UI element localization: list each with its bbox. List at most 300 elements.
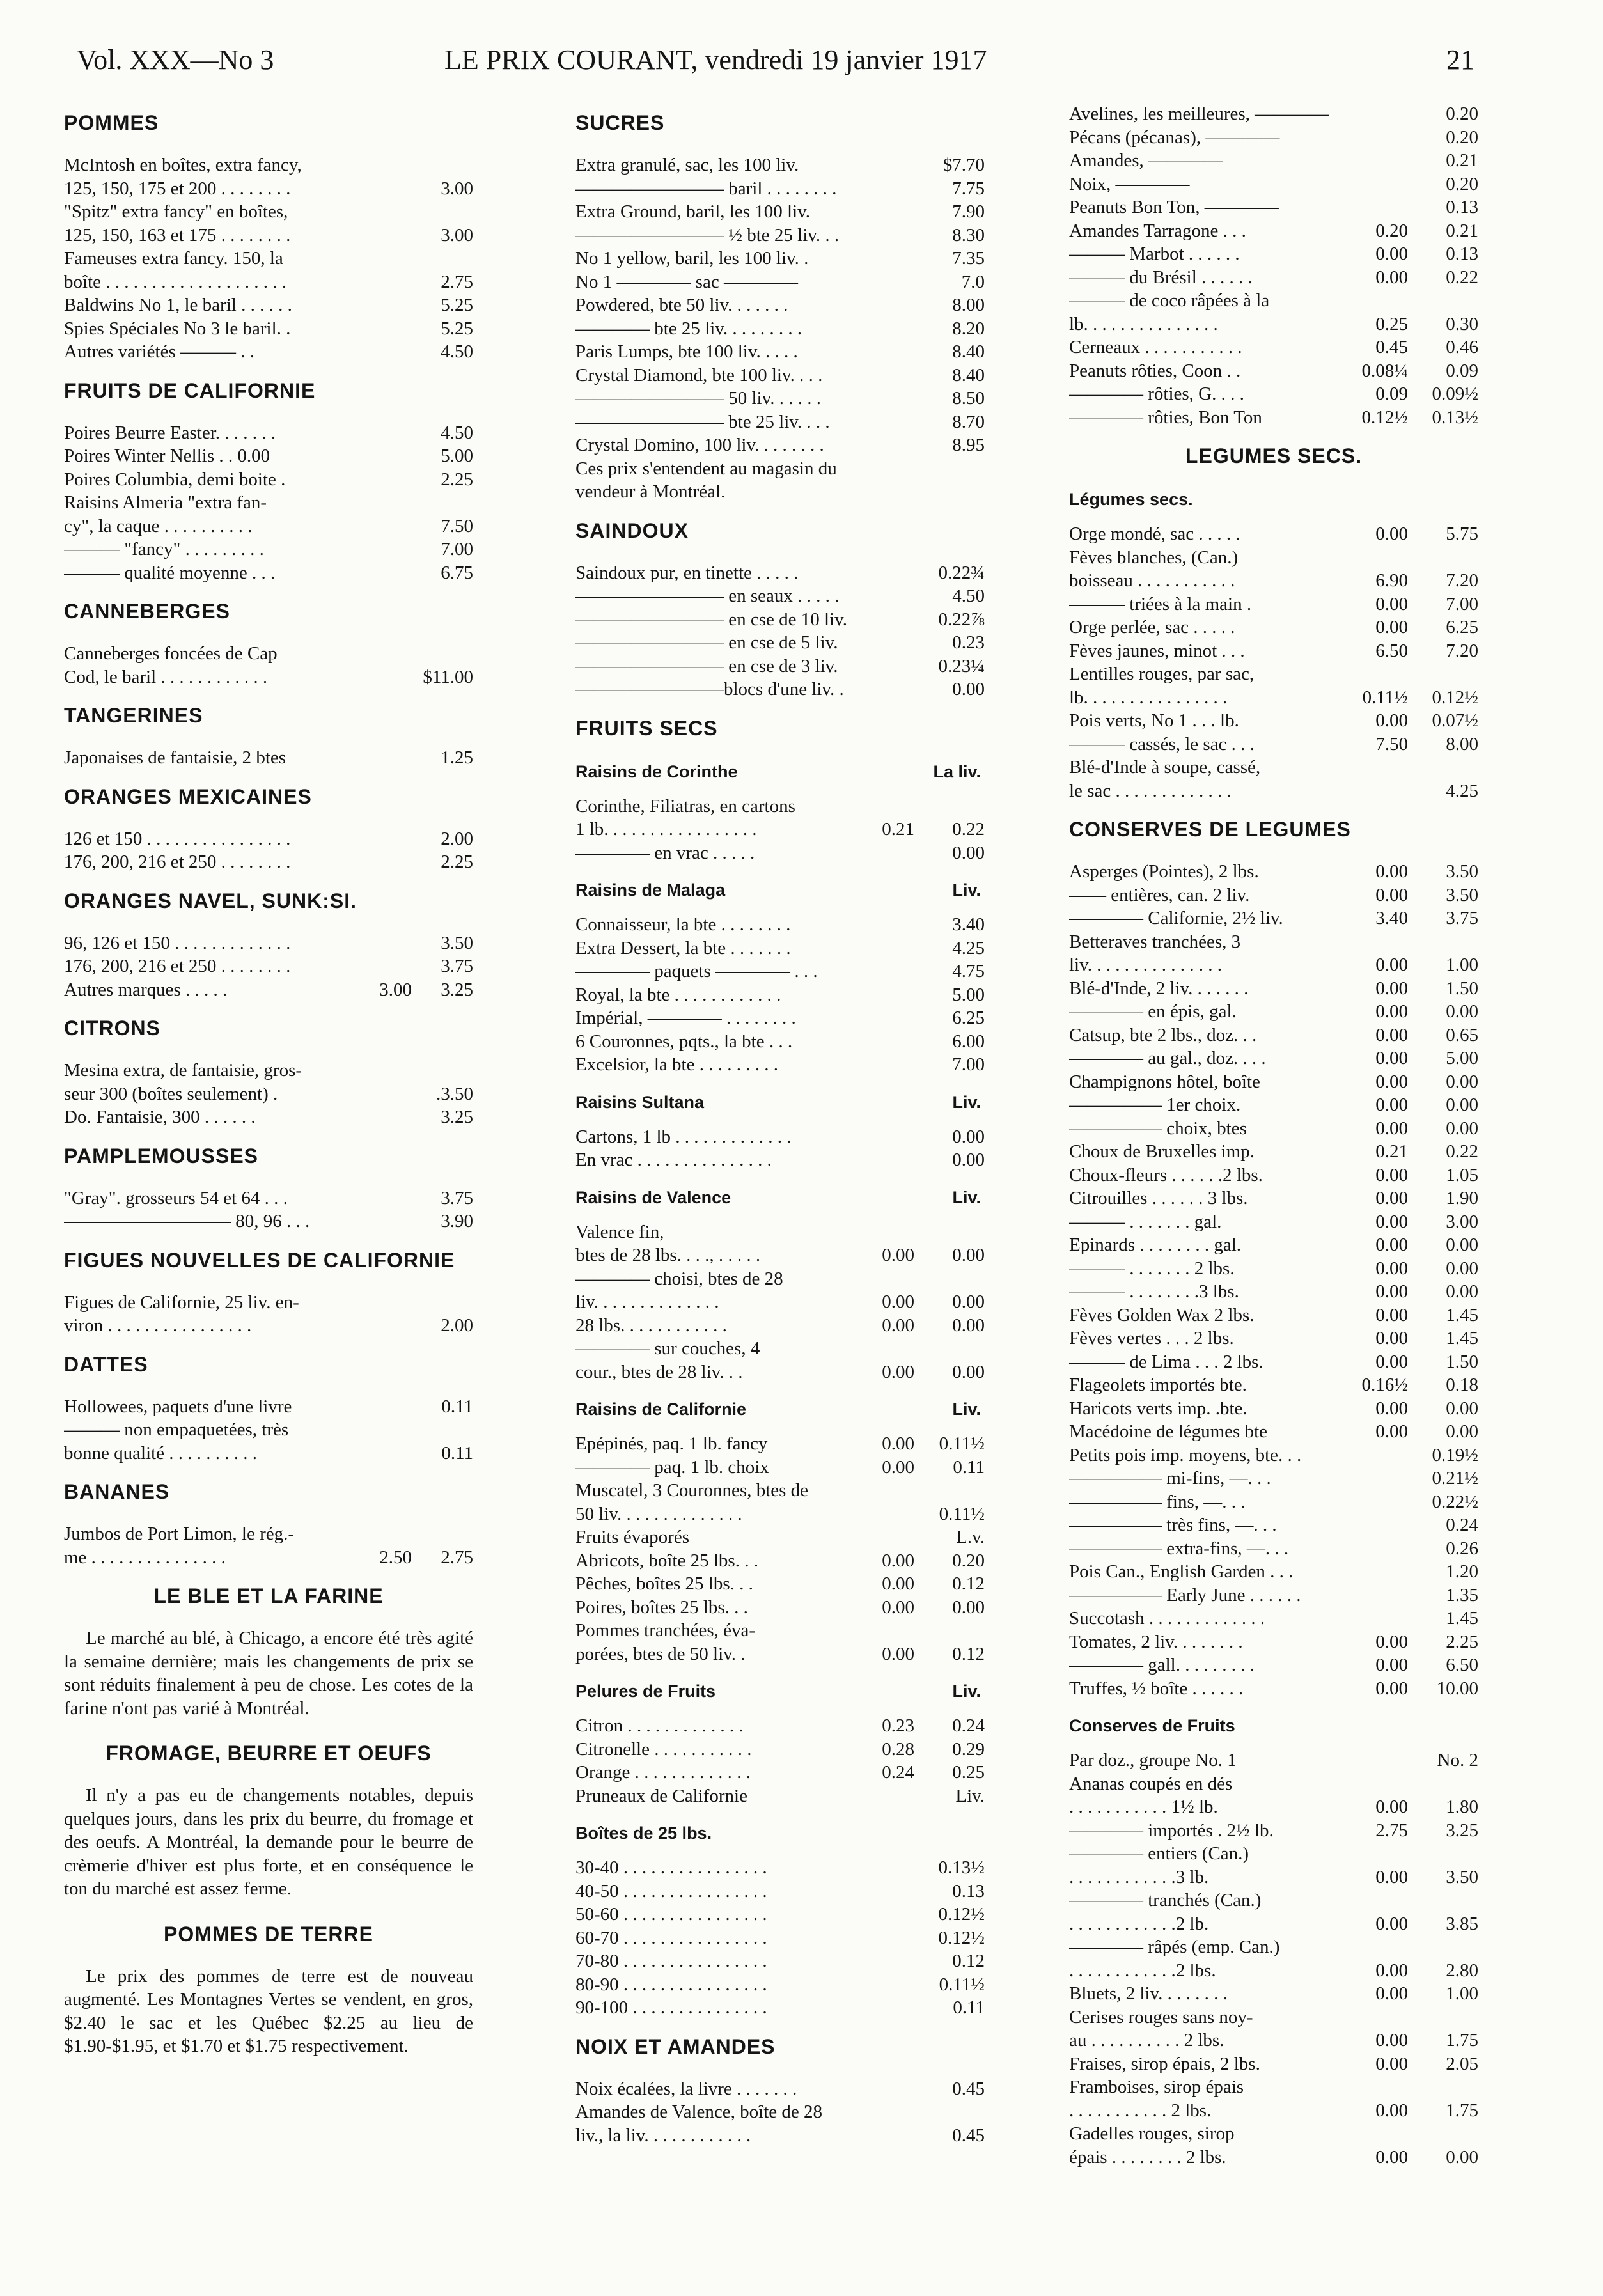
item-label: Saindoux pur, en tinette . . . . .: [575, 562, 799, 583]
item-label: seur 300 (boîtes seulement) .: [64, 1083, 278, 1104]
price-low: [1347, 779, 1408, 803]
price-low: 0.00: [1375, 2030, 1408, 2050]
price-high: 0.21: [1446, 150, 1478, 171]
price-list: [64, 932, 473, 1002]
price-list: [64, 1522, 473, 1569]
price-row: [575, 1432, 985, 1456]
item-label: Orge perlée, sac . . . . .: [1069, 617, 1235, 637]
price-row: [575, 1314, 985, 1338]
price-low: [353, 746, 412, 770]
item-label: Fèves vertes . . . 2 lbs.: [1069, 1328, 1234, 1348]
price-low: 0.25: [1375, 313, 1408, 334]
item-label: Citrouilles . . . . . . 3 lbs.: [1069, 1188, 1248, 1208]
price-low: [1347, 149, 1408, 173]
price-high: 7.00: [441, 539, 473, 559]
article-title: LE BLE ET LA FARINE: [153, 1584, 384, 1607]
price-high: 0.46: [1446, 337, 1478, 357]
item-label: Betteraves tranchées, 3: [1069, 931, 1241, 952]
price-low: 0.00: [1375, 1960, 1408, 1981]
price-low: [353, 515, 412, 538]
price-low: [1347, 756, 1408, 779]
price-high: 7.75: [952, 178, 985, 199]
price-low: [853, 1479, 914, 1503]
price-row: [64, 1418, 473, 1442]
price-low: 0.00: [1375, 1913, 1408, 1934]
price-row: [1069, 126, 1478, 150]
subsection-unit: La liv.: [933, 761, 981, 781]
price-row: [1069, 2099, 1478, 2123]
item-label: . . . . . . . . . . . 2 lbs.: [1069, 2100, 1212, 2121]
price-low: [853, 340, 914, 364]
price-low: 0.00: [1375, 710, 1408, 731]
price-high: 1.80: [1446, 1797, 1478, 1817]
item-label: . . . . . . . . . . . .3 lb.: [1069, 1866, 1209, 1887]
item-label: Do. Fantaisie, 300 . . . . . .: [64, 1107, 256, 1127]
price-low: [853, 960, 914, 983]
price-low: [353, 247, 412, 270]
price-high: 0.00: [952, 1292, 985, 1312]
newspaper-title: LE PRIX COURANT, vendredi 19 janvier 1917: [444, 44, 987, 75]
section-title: NOIX ET AMANDES: [575, 2034, 776, 2058]
item-label: Extra granulé, sac, les 100 liv.: [575, 155, 799, 175]
price-high: 0.00: [1446, 1421, 1478, 1442]
price-low: 0.00: [882, 1643, 914, 1664]
price-row: [1069, 1257, 1478, 1281]
price-row: [1069, 1444, 1478, 1467]
price-row: [1069, 2146, 1478, 2169]
item-label: btes de 28 lbs. . . ., . . . . .: [575, 1245, 761, 1265]
item-label: 50-60 . . . . . . . . . . . . . . . .: [575, 1904, 767, 1925]
item-label: ———— importés . 2½ lb.: [1069, 1820, 1274, 1841]
price-high: 5.25: [441, 295, 473, 315]
price-low: [1347, 546, 1408, 570]
item-label: Poires Columbia, demi boite .: [64, 469, 286, 490]
price-high: 6.25: [952, 1008, 985, 1028]
price-row: [575, 2077, 985, 2101]
price-row: [575, 1361, 985, 1384]
price-high: [914, 795, 985, 818]
price-low: [853, 1221, 914, 1244]
price-row: [64, 1314, 473, 1338]
article-title: FROMAGE, BEURRE ET OEUFS: [106, 1742, 432, 1765]
price-list: [64, 153, 473, 364]
item-label: Figues de Californie, 25 liv. en-: [64, 1292, 299, 1313]
price-row: [1069, 1537, 1478, 1561]
price-row: [575, 1996, 985, 2020]
item-label: au . . . . . . . . . . 2 lbs.: [1069, 2030, 1224, 2050]
subsection-unit: [981, 1820, 985, 1846]
price-high: 0.00: [952, 1597, 985, 1618]
price-high: 2.25: [441, 852, 473, 872]
price-low: 0.21: [882, 819, 914, 840]
price-row: [575, 433, 985, 457]
price-low: 0.00: [1375, 1024, 1408, 1045]
price-high: 0.11: [441, 1396, 473, 1417]
price-row: [575, 1856, 985, 1880]
item-label: Gadelles rouges, sirop: [1069, 2123, 1235, 2144]
price-low: [353, 293, 412, 317]
price-row: [1069, 1373, 1478, 1397]
price-low: [853, 457, 914, 481]
price-high: 0.12: [952, 1643, 985, 1664]
price-row: [1069, 1280, 1478, 1304]
price-low: [1347, 1772, 1408, 1796]
price-row: [64, 491, 473, 515]
price-row: [1069, 336, 1478, 359]
price-high: 0.11½: [939, 1433, 985, 1454]
price-low: [853, 1784, 914, 1808]
price-row: [575, 818, 985, 841]
price-row: [575, 1880, 985, 1903]
price-row: [575, 608, 985, 632]
price-row: [1069, 1866, 1478, 1889]
subsection-title: [575, 1396, 985, 1422]
page-number: 21: [1446, 44, 1474, 75]
price-row: [1069, 779, 1478, 803]
price-high: 8.95: [952, 435, 985, 455]
price-low: [1347, 1537, 1408, 1561]
price-high: 0.65: [1446, 1024, 1478, 1045]
subsection-unit: Liv.: [952, 880, 981, 900]
item-label: ————— choix, btes: [1069, 1118, 1247, 1139]
price-low: [853, 270, 914, 294]
price-high: 1.50: [1446, 978, 1478, 999]
price-row: [575, 841, 985, 865]
price-row: [1069, 1000, 1478, 1024]
price-low: [353, 153, 412, 177]
price-high: [1408, 2122, 1478, 2146]
price-high: 0.22½: [1432, 1491, 1478, 1512]
price-high: 1.75: [1446, 2100, 1478, 2121]
price-row: [64, 200, 473, 224]
price-low: 7.50: [1375, 733, 1408, 754]
price-row: [575, 480, 985, 504]
price-row: [1069, 1070, 1478, 1094]
price-row: [1069, 1560, 1478, 1584]
item-label: ——— de Lima . . . 2 lbs.: [1069, 1351, 1263, 1372]
price-row: [1069, 709, 1478, 733]
price-high: L.v.: [956, 1527, 985, 1547]
item-label: ——— de coco râpées à la: [1069, 290, 1270, 311]
item-label: Canneberges foncées de Cap: [64, 643, 278, 664]
price-row: [575, 1714, 985, 1738]
item-label: Ananas coupés en dés: [1069, 1773, 1233, 1794]
price-row: [575, 1619, 985, 1643]
price-low: [353, 642, 412, 666]
price-row: [1069, 173, 1478, 196]
price-high: 0.00: [1446, 1001, 1478, 1022]
item-label: ————————blocs d'une liv. .: [575, 679, 844, 699]
item-label: bonne qualité . . . . . . . . . .: [64, 1442, 258, 1464]
price-low: 0.00: [1375, 1048, 1408, 1068]
price-row: [1069, 313, 1478, 336]
price-high: 0.22⅞: [938, 609, 985, 630]
price-high: 0.00: [1446, 1095, 1478, 1115]
price-high: 7.90: [952, 201, 985, 222]
article-text: Le marché au blé, à Chicago, a encore été très agité la semaine dernière; mais les changements de prix se sont réduits finalement à peu de chose. Les cotes de la farine n'ont pas varié à Montréal.: [64, 1628, 473, 1719]
price-row: [575, 1949, 985, 1973]
item-label: 70-80 . . . . . . . . . . . . . . . .: [575, 1951, 767, 1971]
item-label: Extra Dessert, la bte . . . . . . .: [575, 937, 791, 958]
item-label: ———————— 50 liv. . . . . .: [575, 388, 821, 409]
price-high: 0.07½: [1432, 710, 1478, 731]
price-high: [1408, 289, 1478, 313]
price-low: 0.00: [1375, 1983, 1408, 2004]
price-high: 0.00: [1446, 1258, 1478, 1279]
price-high: 3.00: [441, 178, 473, 199]
price-row: [575, 1053, 985, 1077]
price-high: 7.00: [1446, 593, 1478, 614]
item-label: Bluets, 2 liv. . . . . . . .: [1069, 1983, 1228, 2004]
item-label: Blé-d'Inde, 2 liv. . . . . . .: [1069, 978, 1249, 999]
price-high: 7.20: [1446, 570, 1478, 591]
section-title: TANGERINES: [64, 704, 203, 727]
price-low: [1347, 126, 1408, 150]
subsection-unit: Liv.: [952, 1187, 981, 1207]
price-list: [64, 1291, 473, 1338]
item-label: Fraises, sirop épais, 2 lbs.: [1069, 2053, 1260, 2074]
price-row: [1069, 1607, 1478, 1630]
price-high: 1.00: [1446, 1983, 1478, 2004]
price-row: [1069, 593, 1478, 616]
price-high: 3.50: [441, 932, 473, 953]
item-label: ———— au gal., doz. . . .: [1069, 1048, 1266, 1068]
price-low: [853, 200, 914, 224]
price-high: 0.13: [1446, 244, 1478, 264]
item-label: Poires Winter Nellis . . 0.00: [64, 446, 270, 466]
price-low: 0.28: [882, 1738, 914, 1760]
price-low: 0.21: [1375, 1141, 1408, 1162]
item-label: 30-40 . . . . . . . . . . . . . . . .: [575, 1857, 767, 1878]
price-high: [412, 491, 473, 515]
item-label: Abricots, boîte 25 lbs. . .: [575, 1550, 758, 1571]
price-low: 0.00: [1375, 1235, 1408, 1255]
price-high: 0.29: [952, 1738, 985, 1760]
price-row: [64, 317, 473, 341]
price-high: 3.50: [1446, 861, 1478, 882]
section-title: SAINDOUX: [575, 519, 689, 542]
price-high: 1.45: [1446, 1304, 1478, 1325]
price-high: 0.23: [952, 632, 985, 653]
price-low: 0.08¼: [1361, 360, 1408, 381]
price-high: 0.00: [1446, 1071, 1478, 1092]
item-label: ———— bte 25 liv. . . . . . . . .: [575, 318, 802, 339]
price-low: 0.00: [1375, 1071, 1408, 1092]
item-label: 50 liv. . . . . . . . . . . . . .: [575, 1503, 742, 1524]
price-high: [1408, 930, 1478, 954]
price-row: [1069, 1584, 1478, 1607]
price-low: [853, 480, 914, 504]
item-label: Impérial, ———— . . . . . . . .: [575, 1008, 796, 1028]
price-list: [64, 642, 473, 689]
price-high: [1408, 1772, 1478, 1796]
price-low: [1347, 2122, 1408, 2146]
price-high: 0.12½: [938, 1927, 985, 1948]
item-label: No 1 yellow, baril, les 100 liv. .: [575, 248, 809, 269]
price-row: [575, 293, 985, 317]
price-low: [853, 2077, 914, 2101]
price-high: 6.00: [952, 1031, 985, 1052]
price-high: 3.40: [952, 914, 985, 935]
subsection-unit: Liv.: [952, 1092, 981, 1112]
price-row: [575, 1148, 985, 1172]
item-label: ———— en épis, gal.: [1069, 1001, 1237, 1022]
price-row: [575, 224, 985, 247]
price-row: [1069, 1959, 1478, 1983]
price-low: 0.00: [1375, 1211, 1408, 1232]
price-row: [575, 1526, 985, 1549]
price-low: [353, 468, 412, 492]
subsection-unit: [1474, 1713, 1478, 1738]
price-list: [64, 1187, 473, 1233]
price-list: [64, 1395, 473, 1465]
item-label: 90-100 . . . . . . . . . . . . . . .: [575, 1997, 767, 2018]
price-high: 0.21½: [1432, 1468, 1478, 1488]
item-label: Hollowees, paquets d'une livre: [64, 1396, 292, 1417]
price-row: [575, 1784, 985, 1808]
item-label: Amandes Tarragone . . .: [1069, 220, 1246, 241]
price-row: [575, 655, 985, 678]
price-low: [353, 421, 412, 445]
price-row: [575, 2124, 985, 2148]
price-low: [853, 387, 914, 410]
item-label: Fameuses extra fancy. 150, la: [64, 248, 283, 269]
item-label: Epinards . . . . . . . . gal.: [1069, 1235, 1242, 1255]
item-label: ———————— en cse de 5 liv.: [575, 632, 838, 653]
price-row: [1069, 1630, 1478, 1654]
subsection-label: Boîtes de 25 lbs.: [575, 1824, 712, 1843]
item-label: Lentilles rouges, par sac,: [1069, 664, 1255, 684]
price-row: [1069, 1467, 1478, 1490]
price-row: [1069, 1912, 1478, 1936]
item-label: Succotash . . . . . . . . . . . . .: [1069, 1608, 1265, 1628]
item-label: Royal, la bte . . . . . . . . . . . .: [575, 984, 781, 1005]
item-label: Amandes de Valence, boîte de 28: [575, 2102, 823, 2122]
item-label: liv., la liv. . . . . . . . . . . .: [575, 2125, 751, 2146]
item-label: Muscatel, 3 Couronnes, btes de: [575, 1480, 809, 1501]
price-high: 3.50: [1446, 884, 1478, 905]
item-label: 176, 200, 216 et 250 . . . . . . . .: [64, 956, 291, 976]
item-label: ———— entiers (Can.): [1069, 1843, 1249, 1864]
section-title: LEGUMES SECS.: [1185, 444, 1363, 467]
price-low: 0.00: [1375, 1421, 1408, 1442]
price-row: [575, 1926, 985, 1950]
price-high: 3.25: [441, 979, 473, 1000]
price-list: [575, 2077, 985, 2148]
price-low: 0.00: [1375, 1118, 1408, 1139]
price-high: $11.00: [423, 666, 473, 687]
price-row: [1069, 406, 1478, 430]
price-high: 10.00: [1436, 1678, 1478, 1699]
price-high: 8.40: [952, 341, 985, 362]
price-high: 8.50: [952, 388, 985, 409]
price-row: [575, 317, 985, 341]
item-label: le sac . . . . . . . . . . . . .: [1069, 780, 1232, 801]
price-row: [575, 1221, 985, 1244]
item-label: ————— très fins, —. . .: [1069, 1515, 1277, 1535]
section-title: BANANES: [64, 1480, 170, 1503]
price-row: [575, 678, 985, 701]
price-row: [64, 270, 473, 294]
price-high: 5.25: [441, 318, 473, 339]
item-label: Choux de Bruxelles imp.: [1069, 1141, 1255, 1162]
price-row: [64, 1210, 473, 1233]
item-label: 125, 150, 163 et 175 . . . . . . . .: [64, 224, 291, 246]
price-low: 0.00: [1375, 1398, 1408, 1419]
price-row: [1069, 289, 1478, 313]
item-label: lb. . . . . . . . . . . . . . . .: [1069, 687, 1228, 708]
price-row: [64, 515, 473, 538]
item-label: Haricots verts imp. .bte.: [1069, 1398, 1247, 1419]
price-row: [575, 1006, 985, 1030]
price-low: [853, 1996, 914, 2020]
subsection-label: Raisins de Malaga: [575, 880, 726, 900]
price-row: [575, 1503, 985, 1526]
subsection-label: Raisins de Californie: [575, 1400, 747, 1419]
price-low: [353, 850, 412, 874]
item-label: Truffes, ½ boîte . . . . . .: [1069, 1678, 1244, 1699]
item-label: ———————— baril . . . . . . . .: [575, 178, 837, 199]
item-label: 96, 126 et 150 . . . . . . . . . . . . .: [64, 932, 291, 953]
item-label: ——— "fancy" . . . . . . . . .: [64, 539, 264, 559]
price-low: 0.00: [1375, 524, 1408, 544]
price-low: 0.00: [882, 1597, 914, 1618]
section-title: ORANGES MEXICAINES: [64, 785, 312, 808]
price-low: 0.00: [1375, 861, 1408, 882]
price-low: [853, 433, 914, 457]
price-low: [853, 608, 914, 632]
price-high: 4.25: [952, 937, 985, 958]
price-low: 0.12½: [1361, 407, 1408, 428]
price-list: [575, 1856, 985, 2020]
price-high: 0.11½: [939, 1974, 985, 1995]
item-label: Avelines, les meilleures, ————: [1069, 104, 1329, 124]
price-high: 0.20: [952, 1550, 985, 1571]
price-row: [1069, 219, 1478, 243]
price-high: [1408, 546, 1478, 570]
price-high: 4.75: [952, 961, 985, 981]
price-high: [412, 642, 473, 666]
price-list: [64, 746, 473, 770]
subsection-label: Raisins de Corinthe: [575, 761, 738, 781]
price-row: [1069, 2029, 1478, 2052]
price-row: [64, 468, 473, 492]
price-low: [853, 937, 914, 960]
item-label: boisseau . . . . . . . . . . .: [1069, 570, 1235, 591]
price-low: [1347, 1490, 1408, 1514]
price-low: [853, 2100, 914, 2124]
item-label: Ces prix s'entendent au magasin du: [575, 458, 837, 479]
item-label: ———— Californie, 2½ liv.: [1069, 908, 1283, 928]
item-label: Peanuts rôties, Coon . .: [1069, 360, 1241, 381]
price-high: 0.22: [1446, 267, 1478, 288]
item-label: Macédoine de légumes bte: [1069, 1421, 1268, 1442]
price-row: [575, 410, 985, 434]
price-low: [1347, 1935, 1408, 1959]
item-label: Poires Beurre Easter. . . . . . .: [64, 422, 276, 443]
price-high: 0.22: [1446, 1141, 1478, 1162]
price-low: [1347, 2006, 1408, 2029]
article-title: POMMES DE TERRE: [164, 1922, 373, 1946]
price-low: [853, 317, 914, 341]
price-row: [64, 293, 473, 317]
price-row: [64, 1546, 473, 1570]
price-row: [1069, 1772, 1478, 1796]
price-low: [853, 247, 914, 270]
price-row: [1069, 102, 1478, 126]
price-high: 3.75: [1446, 908, 1478, 928]
item-label: Pécans (pécanas), ————: [1069, 127, 1280, 148]
